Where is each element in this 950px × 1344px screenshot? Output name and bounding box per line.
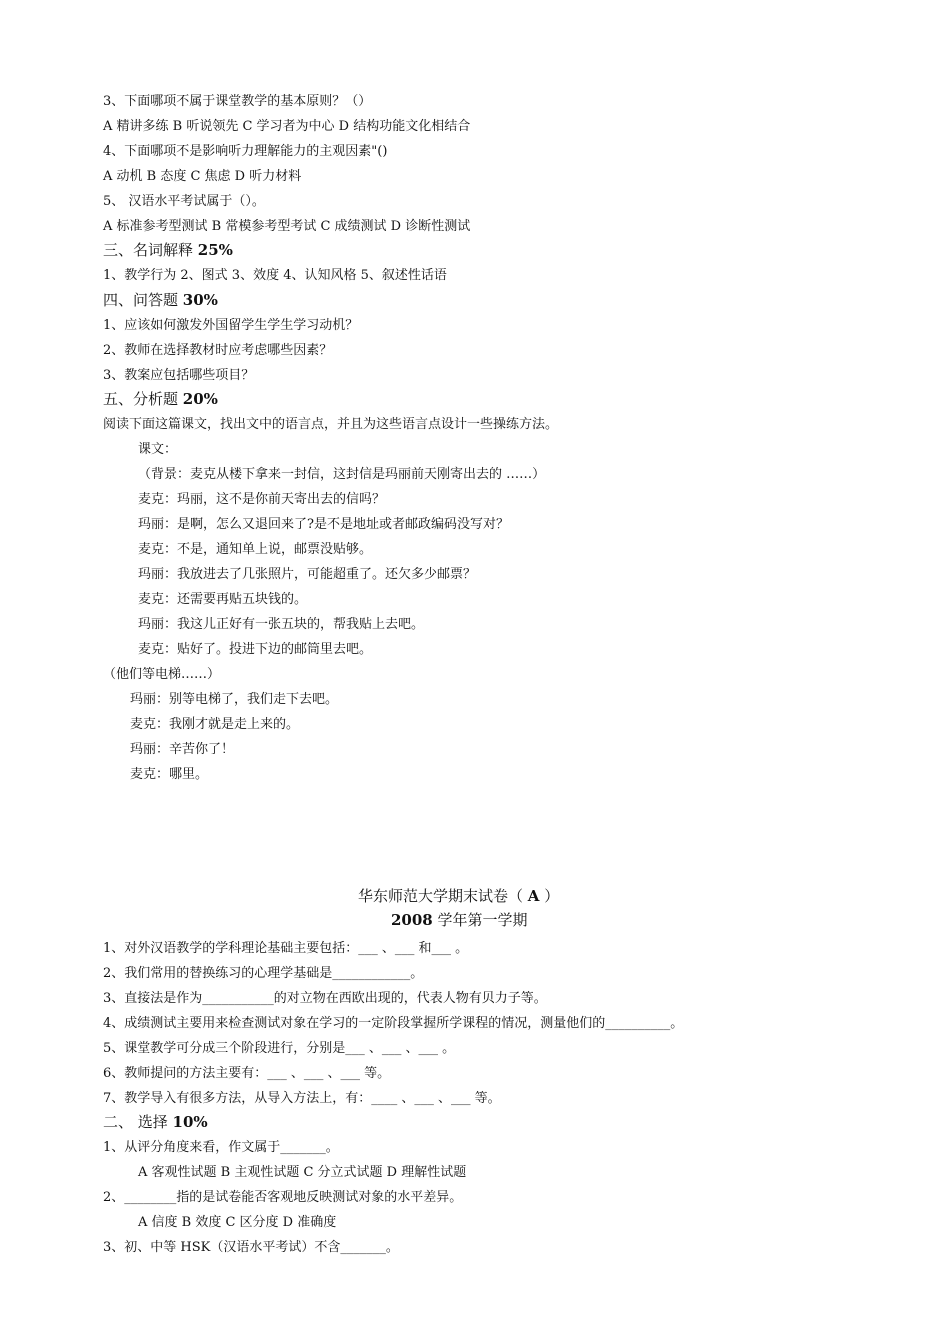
text-line — [103, 1041, 455, 1057]
text-line — [138, 642, 372, 658]
text-line — [103, 991, 547, 1007]
text-line — [103, 268, 447, 284]
line-text: A 客观性试题 B 主观性试题 C 分立式试题 D 理解性试题 — [138, 1165, 467, 1180]
text-line — [103, 1240, 399, 1256]
section-heading — [103, 1113, 208, 1131]
section-heading — [103, 241, 233, 259]
text-line — [130, 767, 208, 783]
line-text: 3、下面哪项不属于课堂教学的基本原则？（） — [103, 94, 372, 109]
line-text: 4、成绩测试主要用来检查测试对象在学习的一定阶段掌握所学课程的情况，测量他们的__________。 — [103, 1016, 684, 1031]
line-text: 玛丽：是啊，怎么又退回来了?是不是地址或者邮政编码没写对？ — [138, 517, 509, 532]
line-text: 麦克：玛丽，这不是你前天寄出去的信吗？ — [138, 492, 386, 507]
score-percent: 10% — [172, 1113, 208, 1131]
text-line — [103, 1066, 390, 1082]
line-text: 7、教学导入有很多方法，从导入方法上，有：____ 、___ 、___ 等。 — [103, 1091, 501, 1106]
line-text: 2、我们常用的替换练习的心理学基础是____________。 — [103, 966, 424, 981]
text-line — [103, 343, 332, 359]
score-percent: 30% — [182, 291, 218, 309]
text-line — [103, 941, 468, 957]
line-text: 3、直接法是作为___________的对立物在西欧出现的，代表人物有贝力子等。 — [103, 991, 547, 1006]
line-text: 麦克：不是，通知单上说，邮票没贴够。 — [138, 542, 373, 557]
line-text: 玛丽：辛苦你了！ — [130, 742, 235, 757]
line-text: 6、教师提问的方法主要有：___ 、___ 、___ 等。 — [103, 1066, 391, 1081]
text-line — [130, 717, 299, 733]
line-text: 玛丽：别等电梯了，我们走下去吧。 — [130, 692, 339, 707]
line-text: （背景：麦克从楼下拿来一封信，这封信是玛丽前天刚寄出去的 ……） — [138, 467, 546, 482]
line-text: （他们等电梯……） — [103, 667, 221, 682]
line-text: 阅读下面这篇课文，找出文中的语言点，并且为这些语言点设计一些操练方法。 — [103, 417, 559, 432]
line-text: 麦克：还需要再贴五块钱的。 — [138, 592, 308, 607]
line-text: 五、分析题 — [103, 390, 183, 408]
exam-semester: 2008 学年第一学期 — [391, 911, 528, 929]
text-line — [138, 567, 476, 583]
line-text: 5、 汉语水平考试属于（）。 — [103, 194, 265, 209]
text-line — [103, 1140, 339, 1156]
line-text: 麦克：贴好了。投进下边的邮筒里去吧。 — [138, 642, 373, 657]
line-text: 麦克：哪里。 — [130, 767, 209, 782]
line-text: 1、对外汉语教学的学科理论基础主要包括：___ 、___ 和___ 。 — [103, 941, 469, 956]
text-line — [103, 144, 387, 160]
text-line — [103, 194, 265, 210]
text-line — [130, 742, 234, 758]
text-line — [138, 1165, 466, 1181]
line-text: 2、________指的是试卷能否客观地反映测试对象的水平差异。 — [103, 1190, 463, 1205]
line-text: 4、下面哪项不是影响听力理解能力的主观因素"() — [103, 144, 388, 159]
text-line — [103, 966, 423, 982]
text-line — [103, 417, 558, 433]
line-text: 1、教学行为 2、图式 3、效度 4、认知风格 5、叙述性话语 — [103, 268, 447, 283]
text-line — [138, 542, 372, 558]
text-line — [138, 1215, 336, 1231]
line-text: A 动机 B 态度 C 焦虑 D 听力材料 — [103, 169, 302, 184]
line-text: 三、名词解释 — [103, 241, 198, 259]
text-line — [138, 467, 545, 483]
text-line — [103, 368, 254, 384]
line-text: 1、从评分角度来看，作文属于_______。 — [103, 1140, 339, 1155]
text-line — [138, 617, 424, 633]
text-line — [103, 219, 470, 235]
text-line — [138, 442, 177, 458]
line-text: 课文： — [138, 442, 178, 457]
line-text: 玛丽：我这儿正好有一张五块的，帮我贴上去吧。 — [138, 617, 425, 632]
section-heading — [103, 390, 218, 408]
line-text: A 精讲多练 B 听说领先 C 学习者为中心 D 结构功能文化相结合 — [103, 119, 471, 134]
text-line — [103, 169, 301, 185]
text-line — [103, 1091, 501, 1107]
text-line — [103, 318, 358, 334]
text-line — [138, 592, 307, 608]
line-text: 二、 选择 — [103, 1113, 173, 1131]
line-text: A 标准参考型测试 B 常模参考型考试 C 成绩测试 D 诊断性测试 — [103, 219, 471, 234]
text-line — [138, 517, 509, 533]
section-heading — [103, 291, 218, 309]
line-text: 2、教师在选择教材时应考虑哪些因素？ — [103, 343, 333, 358]
line-text: 3、教案应包括哪些项目？ — [103, 368, 255, 383]
text-line — [103, 1190, 462, 1206]
line-text: 1、应该如何激发外国留学生学生学习动机？ — [103, 318, 359, 333]
score-percent: 25% — [197, 241, 233, 259]
text-line — [103, 94, 371, 110]
text-line — [103, 119, 470, 135]
text-line — [138, 492, 385, 508]
exam-title: 华东师范大学期末试卷（ A ） — [358, 887, 560, 905]
text-line — [103, 1016, 683, 1032]
text-line — [103, 667, 220, 683]
line-text: A 信度 B 效度 C 区分度 D 准确度 — [138, 1215, 337, 1230]
line-text: 玛丽：我放进去了几张照片，可能超重了。还欠多少邮票？ — [138, 567, 477, 582]
line-text: 5、课堂教学可分成三个阶段进行，分别是___ 、___ 、___ 。 — [103, 1041, 456, 1056]
line-text: 麦克：我刚才就是走上来的。 — [130, 717, 300, 732]
line-text: 四、问答题 — [103, 291, 183, 309]
score-percent: 20% — [182, 390, 218, 408]
text-line — [130, 692, 338, 708]
line-text: 3、初、中等 HSK（汉语水平考试）不含_______。 — [103, 1240, 399, 1255]
